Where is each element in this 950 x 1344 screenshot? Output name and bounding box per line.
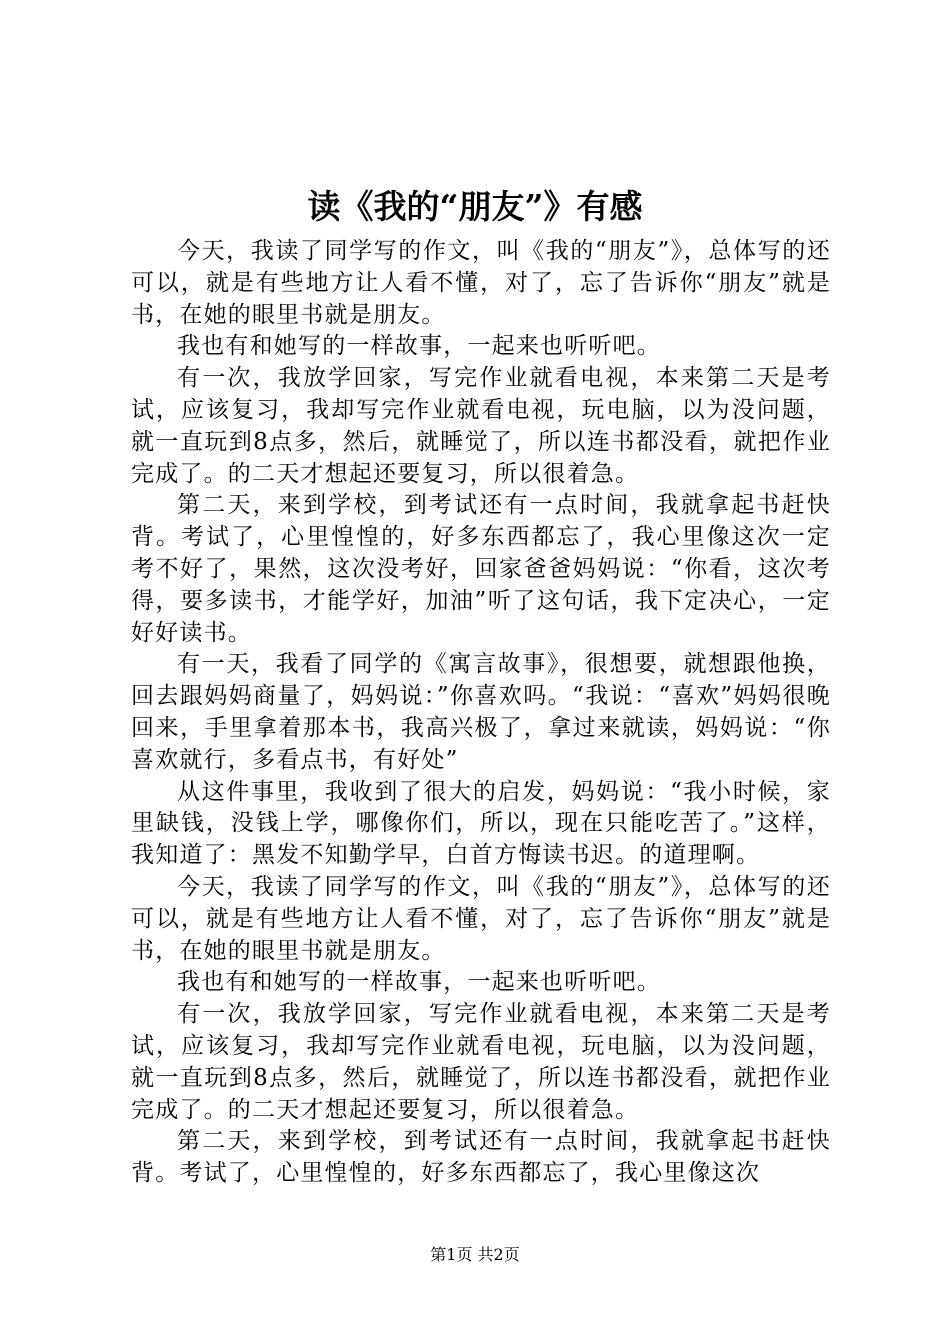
paragraph: 第二天，来到学校，到考试还有一点时间，我就拿起书赶快背。考试了，心里惶惶的，好多东西都忘了，我心里像这次 <box>131 1128 831 1187</box>
paragraph: 第二天，来到学校，到考试还有一点时间，我就拿起书赶快背。考试了，心里惶惶的，好多东西都忘了，我心里像这次一定考不好了，果然，这次没考好，回家爸爸妈妈说：“你看，这次考得，要多读书，才能学好，加油”听了这句话，我下定决心，一定好好读书。 <box>131 492 831 646</box>
document-title: 读《我的“朋友”》有感 <box>307 187 643 226</box>
document-body <box>131 236 831 1190</box>
paragraph: 从这件事里，我收到了很大的启发，妈妈说：“我小时候，家里缺钱，没钱上学，哪像你们，所以，现在只能吃苦了。”这样，我知道了：黑发不知勤学早，白首方悔读书迟。的道理啊。 <box>131 778 831 869</box>
paragraph: 我也有和她写的一样故事，一起来也听听吧。 <box>177 969 661 996</box>
paragraph: 有一次，我放学回家，写完作业就看电视，本来第二天是考试，应该复习，我却写完作业就看电视，玩电脑，以为没问题，就一直玩到8点多，然后，就睡觉了，所以连书都没看，就把作业完成了。的二天才想起还要复习，所以很着急。 <box>131 365 831 487</box>
paragraph: 今天，我读了同学写的作文，叫《我的“朋友”》，总体写的还可以，就是有些地方让人看不懂，对了，忘了告诉你“朋友”就是书，在她的眼里书就是朋友。 <box>131 873 831 964</box>
paragraph: 我也有和她写的一样故事，一起来也听听吧。 <box>177 333 661 360</box>
page-number-footer: 第1页 共2页 <box>430 1245 520 1264</box>
paragraph: 有一次，我放学回家，写完作业就看电视，本来第二天是考试，应该复习，我却写完作业就看电视，玩电脑，以为没问题，就一直玩到8点多，然后，就睡觉了，所以连书都没看，就把作业完成了。的二天才想起还要复习，所以很着急。 <box>131 1001 831 1123</box>
paragraph: 有一天，我看了同学的《寓言故事》，很想要，就想跟他换，回去跟妈妈商量了，妈妈说：”你喜欢吗。“我说：“喜欢”妈妈很晚回来，手里拿着那本书，我高兴极了，拿过来就读，妈妈说：“你喜欢就行，多看点书，有好处” <box>131 651 831 773</box>
paragraph: 今天，我读了同学写的作文，叫《我的“朋友”》，总体写的还可以，就是有些地方让人看不懂，对了，忘了告诉你“朋友”就是书，在她的眼里书就是朋友。 <box>131 238 831 328</box>
